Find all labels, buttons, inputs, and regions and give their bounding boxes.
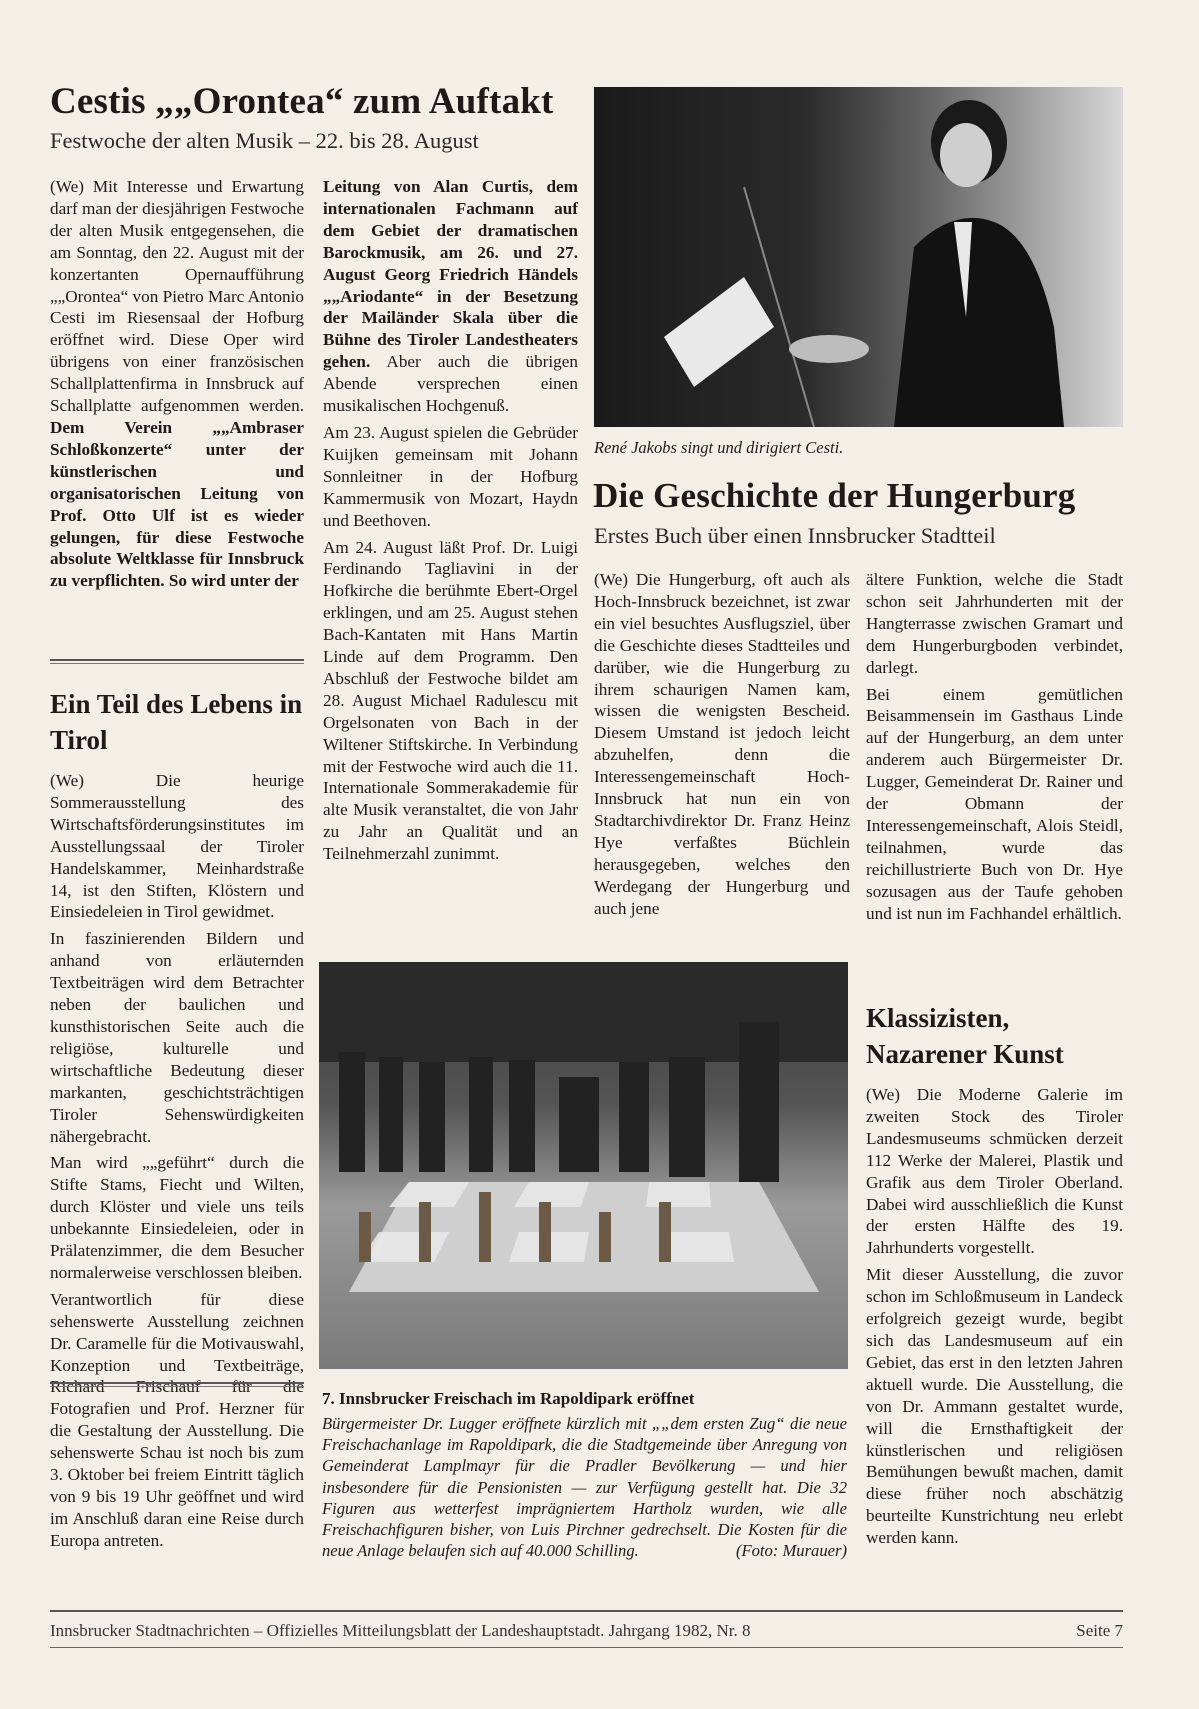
- article-title-hungerburg: Die Geschichte der Hungerburg: [593, 476, 1076, 515]
- paragraph: [866, 1084, 1123, 1259]
- text-run: Verantwortlich für diese sehenswerte Ausstellung zeichnen Dr. Caramelle für die Motivauswahl, Konzeption und Textbeiträge, Richard Frischauf für die Fotografien und Prof. Herzner für die Gestaltung der Ausstellung. Die sehenswerte Schau ist noch bis zum 3. Oktober bei freiem Eintritt täglich von 9 bis 19 Uhr geöffnet und wird im Anschluß daran eine Reise durch Europa antreten.: [50, 1289, 304, 1550]
- bold-text-run: Leitung von Alan Curtis, dem internationalen Fachmann auf dem Gebiet der dramatischen Barockmusik, am 26. und 27. August Georg Friedrich Händels „„Ariodante“ in der Besetzung der Mailänder Skala über die Bühne des Tiroler Landestheaters gehen.: [323, 177, 578, 372]
- article-subtitle-hungerburg: Erstes Buch über einen Innsbrucker Stadtteil: [594, 523, 996, 548]
- text-run: (We) Die heurige Sommerausstellung des Wirtschaftsförderungsinstitutes im Ausstellungssaal der Tiroler Handelskammer, Meinhardstraße 14, ist den Stiften, Klöstern und Einsiedeleien in Tirol gewidmet.: [50, 771, 304, 922]
- paragraph: [866, 1264, 1123, 1549]
- article-title-klassizisten: Klassizisten, Nazarener Kunst: [866, 1003, 1064, 1069]
- photo-caption-title-freischach: 7. Innsbrucker Freischach im Rapoldipark eröffnet: [322, 1389, 695, 1408]
- photo-rene-jakobs: [594, 87, 1123, 427]
- article-hungerburg-column-1: [594, 569, 850, 925]
- text-run: Bei einem gemütlichen Beisammensein im Gasthaus Linde auf der Hungerburg, an dem unter anderem auch Bürgermeister Dr. Lugger, Gemeinderat Dr. Rainer und der Obmann der Interessengemeinschaft, Alois Steidl, teilnahmen, wurde das reichillustrierte Buch von Dr. Hye sozusagen aus der Taufe gehoben und ist nun im Fachhandel erhältlich.: [866, 684, 1123, 923]
- article-orontea-column-1: [50, 176, 304, 597]
- paragraph: [323, 422, 578, 532]
- photo-caption-freischach: [322, 1413, 847, 1561]
- text-run: Am 24. August läßt Prof. Dr. Luigi Ferdinando Tagliavini in der Hofkirche die berühmte Ebert-Orgel erklingen, und am 25. August stehen Bach-Kantaten mit Hans Martin Linde auf dem Programm. Den Abschluß der Festwoche bildet am 28. August Michael Radulescu mit Orgelsonaten von Bach in der Wiltener Stiftskirche. In Verbindung mit der Festwoche wird auch die 11. Internationale Sommerakademie für alte Musik veranstaltet, die von Jahr zu Jahr an Qualität und an Teilnehmerzahl zunimmt.: [323, 537, 578, 864]
- text-run: Am 23. August spielen die Gebrüder Kuijken gemeinsam mit Johann Sonnleitner in der Hofburg Kammermusik von Mozart, Haydn und Beethoven.: [323, 422, 578, 530]
- paragraph: [50, 770, 304, 923]
- paragraph: [50, 1289, 304, 1552]
- paragraph: [50, 1152, 304, 1283]
- text-run: Mit dieser Ausstellung, die zuvor schon im Schloßmuseum in Landeck erfolgreich gezeigt wurde, begibt sich das Landesmuseum auf ein Gebiet, das erst in den letzten Jahren aktuell wurde. Die Ausstellung, die von Dr. Ammann gestaltet wurde, will die Ernsthaftigkeit der künstlerischen und religiösen Bemühungen bewußt machen, damit diese früher noch abschätzig beurteilte Kunstrichtung neu erlebt werden kann.: [866, 1265, 1123, 1548]
- photo-credit: (Foto: Murauer): [735, 1541, 847, 1561]
- paragraph: [594, 569, 850, 920]
- text-run: (We) Die Moderne Galerie im zweiten Stock des Tiroler Landesmuseums schmücken derzeit 112 Werke der Malerei, Plastik und Grafik aus dem Tiroler Oberland. Dabei wird ausschließlich die Kunst der ersten Hälfte des 19. Jahrhunderts vorgestellt.: [866, 1085, 1123, 1258]
- paragraph: [323, 176, 578, 417]
- section-divider: [50, 1382, 304, 1387]
- article-klassizisten-column: [866, 1084, 1123, 1554]
- bold-text-run: Dem Verein „„Ambraser Schloßkonzerte“ unter der künstlerischen und organisatorischen Leitung von Prof. Otto Ulf ist es wieder gelungen, für diese Festwoche absolute Weltklasse für Innsbruck zu verpflichten. So wird unter der: [50, 417, 304, 591]
- footer-rule-top: [50, 1610, 1123, 1612]
- photo-caption-rene-jakobs: René Jakobs singt und dirigiert Cesti.: [594, 438, 844, 457]
- text-run: ältere Funktion, welche die Stadt schon seit Jahrhunderten mit der Hangterrasse zwischen Gramart und dem Hungerburgboden verbindet, darlegt.: [866, 570, 1123, 677]
- paragraph: [50, 928, 304, 1147]
- article-orontea-column-2: [323, 176, 578, 870]
- chess-players-scene-icon: [319, 962, 848, 1369]
- text-run: In faszinierenden Bildern und anhand von erläuternden Textbeiträgen wird dem Betrachter neben der baulichen und kunsthistorischen Seite auch die religiöse, kulturelle und wirtschaftliche Bedeutung dieser markanten, geschichtsträchtigen Tiroler Sehenswürdigkeiten nähergebracht.: [50, 929, 304, 1146]
- paragraph: [866, 569, 1123, 679]
- text-run: (We) Die Hungerburg, oft auch als Hoch-Innsbruck bezeichnet, ist zwar ein viel besuchtes Ausflugsziel, über die Geschichte dieses Stadtteiles und darüber, wie die Hungerburg zu ihrem schaurigen Namen kam, wissen die wenigsten Bescheid. Diesem Umstand ist jedoch leicht abzuhelfen, denn die Interessengemeinschaft Hoch-Innsbruck hat nun ein von Stadtarchivdirektor Dr. Franz Heinz Hye verfaßtes Büchlein herausgegeben, welches den Werdegang der Hungerburg und auch jene: [594, 570, 850, 918]
- footer-page-number: Seite 7: [1076, 1621, 1123, 1640]
- paragraph: [323, 537, 578, 866]
- text-run: Aber auch die übrigen Abende versprechen einen musikalischen Hochgenuß.: [323, 352, 578, 416]
- text-run: (We) Mit Interesse und Erwartung darf man der diesjährigen Festwoche der alten Musik entgegensehen, die am Sonntag, den 22. August mit der konzertanten Opernaufführung „„Orontea“ von Pietro Marc Antonio Cesti im Riesensaal der Hofburg eröffnet wird. Diese Oper wird übrigens von einer französischen Schallplattenfirma in Innsbruck auf Schallplatte aufgenommen werden.: [50, 177, 304, 416]
- paragraph: [866, 684, 1123, 925]
- conductor-figure-icon: [594, 87, 1123, 427]
- text-run: Man wird „„geführt“ durch die Stifte Stams, Fiecht und Wilten, durch Klöster und viele uns teils unbekannte Einsiedeleien, oder in Prälatenzimmer, die dem Besucher normalerweise verschlossen bleiben.: [50, 1153, 304, 1282]
- article-hungerburg-column-2: [866, 569, 1123, 930]
- article-title-orontea: Cestis „„Orontea“ zum Auftakt: [50, 81, 554, 122]
- photo-freischach: [319, 962, 848, 1369]
- section-divider: [50, 659, 304, 664]
- article-title-tirol: Ein Teil des Lebens in Tirol: [50, 689, 303, 755]
- footer-rule-bottom: [50, 1647, 1123, 1648]
- paragraph: [50, 176, 304, 592]
- article-subtitle-orontea: Festwoche der alten Musik – 22. bis 28. August: [50, 128, 479, 153]
- article-tirol-column: [50, 770, 304, 1557]
- photo-caption-text: Bürgermeister Dr. Lugger eröffnete kürzlich mit „„dem ersten Zug“ die neue Freischachanlage im Rapoldipark, die die Stadtgemeinde über Anregung von Gemeinderat Lamplmayr für die Pradler Bevölkerung — und hier insbesondere für die Pensionisten — zur Verfügung gestellt hat. Die 32 Figuren aus wetterfest imprägniertem Hartholz wurden, wie alle Freischachfiguren bisher, von Luis Pirchner gedrechselt. Die Kosten für die neue Anlage belaufen sich auf 40.000 Schilling.: [322, 1414, 847, 1561]
- footer-publication: Innsbrucker Stadtnachrichten – Offizielles Mitteilungsblatt der Landeshauptstadt. Jahrgang 1982, Nr. 8: [50, 1621, 751, 1640]
